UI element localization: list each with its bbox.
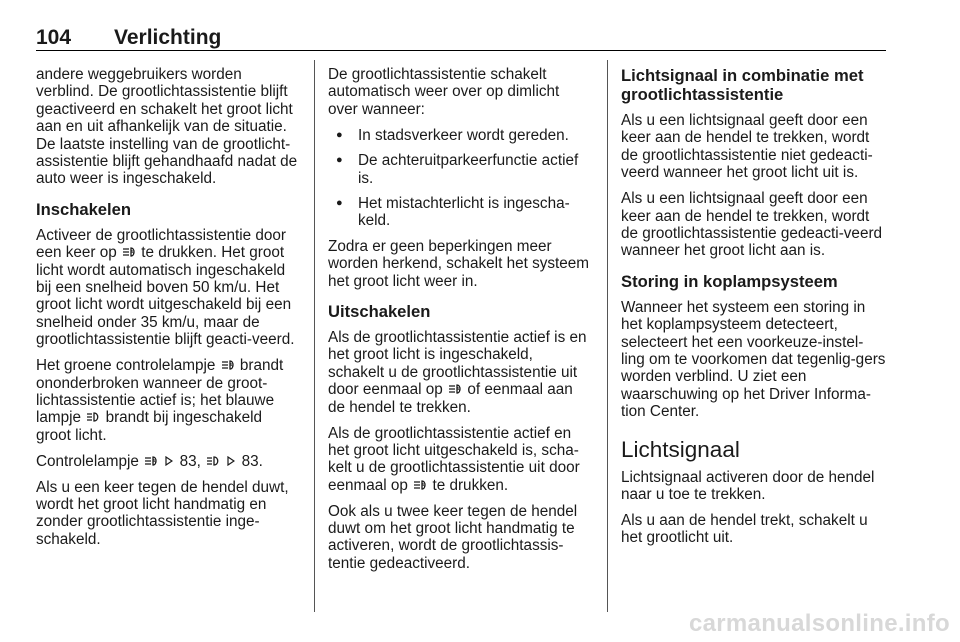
heading-inschakelen: Inschakelen — [36, 199, 132, 219]
paragraph: De grootlichtassistentie schakelt automatisch weer over op dimlicht over wanneer: — [328, 66, 560, 118]
heading-lichtsignaal-combinatie: Lichtsignaal in combinatie met grootlichtassistentie — [621, 66, 864, 104]
paragraph: Als u een lichtsignaal geeft door een keer aan de hendel te trekken, wordt de grootlichtassistentie gedeacti-veerd wanneer het groot licht aan is. — [621, 190, 883, 260]
page-header — [36, 28, 886, 51]
paragraph: Het groene controlelampje A brandt ononderbroken wanneer de groot-lichtassistentie actief is; het blauwe lampje brandt bij ingeschakeld groot licht. — [36, 357, 284, 444]
paragraph: Als de grootlichtassistentie actief is en het groot licht is ingeschakeld, schakelt u de grootlichtassistentie uit door eenmaal op A of eenmaal aan de hendel te trekken. — [328, 328, 587, 416]
auto-high-beam-icon — [221, 359, 235, 371]
list-item: ● In stadsverkeer wordt gereden. — [328, 127, 591, 144]
high-beam-icon — [206, 455, 220, 467]
page-reference-triangle-icon — [227, 456, 235, 466]
column-divider — [607, 60, 608, 612]
page-reference-triangle-icon — [165, 456, 173, 466]
column-divider — [314, 60, 315, 612]
paragraph: andere weggebruikers worden verblind. De grootlichtassistentie blijft geactiveerd en schakelt het groot licht aan en uit afhankelijk van de situatie. De laatste instelling van de grootlicht-assistentie blijft gehandhaafd nadat de auto weer is ingeschakeld. — [36, 66, 298, 188]
high-beam-icon — [86, 411, 100, 423]
list-item: ● Het mistachterlicht is ingescha-keld. — [328, 195, 591, 230]
svg-text:A: A — [152, 458, 156, 465]
svg-text:A: A — [229, 363, 233, 370]
paragraph: Lichtsignaal activeren door de hendel naar u toe te trekken. — [621, 468, 875, 503]
heading-uitschakelen: Uitschakelen — [328, 301, 431, 321]
paragraph: Wanneer het systeem een storing in het koplampsysteem detecteert, selecteert het een voorkeuze-instel-ling om te voorkomen dat tegenlig-gers worden verblind. U ziet een waarschuwing op het Driver Informa-tion Center. — [621, 298, 886, 421]
column-2 — [328, 66, 591, 581]
paragraph: Als u een keer tegen de hendel duwt, wordt het groot licht handmatig en zonder grootlichtassistentie inge-schakeld. — [36, 478, 289, 548]
section-title: Verlichting — [114, 26, 222, 49]
auto-high-beam-icon — [122, 246, 136, 258]
paragraph: Als de grootlichtassistentie actief en het groot licht uitgeschakeld is, scha-kelt u de grootlichtassistentie uit door eenmaal op A te drukken. — [328, 424, 580, 494]
paragraph: Zodra er geen beperkingen meer worden herkend, schakelt het systeem het groot licht weer in. — [328, 237, 590, 290]
heading-storing: Storing in koplampsysteem — [621, 271, 838, 291]
column-1 — [36, 66, 298, 557]
svg-text:A: A — [456, 387, 460, 394]
bullet-list — [328, 127, 591, 230]
auto-high-beam-icon — [448, 383, 462, 395]
paragraph: Als u aan de hendel trekt, schakelt u het grootlicht uit. — [621, 511, 868, 547]
paragraph: Activeer de grootlichtassistentie door een keer op A te drukken. Het groot licht wordt automatisch ingeschakeld bij een snelheid boven 50 km/u. Het groot licht wordt uitgeschakeld bij een snelheid onder 35 km/u, maar de grootlichtassistentie blijft geacti-veerd. — [36, 226, 295, 349]
watermark: carmanualsonline.info — [688, 610, 950, 637]
paragraph: Ook als u twee keer tegen de hendel duwt om het groot licht handmatig te activeren, wordt de grootlichtassis-tentie gedeactiveerd. — [328, 502, 578, 572]
svg-text:A: A — [130, 250, 134, 257]
svg-text:A: A — [421, 482, 426, 489]
paragraph: Controlelampje A 83, 83. — [36, 452, 263, 470]
auto-high-beam-icon — [144, 455, 158, 467]
page-number: 104 — [36, 26, 72, 49]
column-3 — [621, 66, 886, 555]
list-item: ● De achteruitparkeerfunctie actief is. — [328, 152, 591, 187]
heading-lichtsignaal: Lichtsignaal — [621, 436, 740, 462]
auto-high-beam-icon — [413, 479, 427, 491]
paragraph: Als u een lichtsignaal geeft door een keer aan de hendel te trekken, wordt de grootlichtassistentie niet gedeacti-veerd wanneer het groot licht uit is. — [621, 112, 873, 182]
